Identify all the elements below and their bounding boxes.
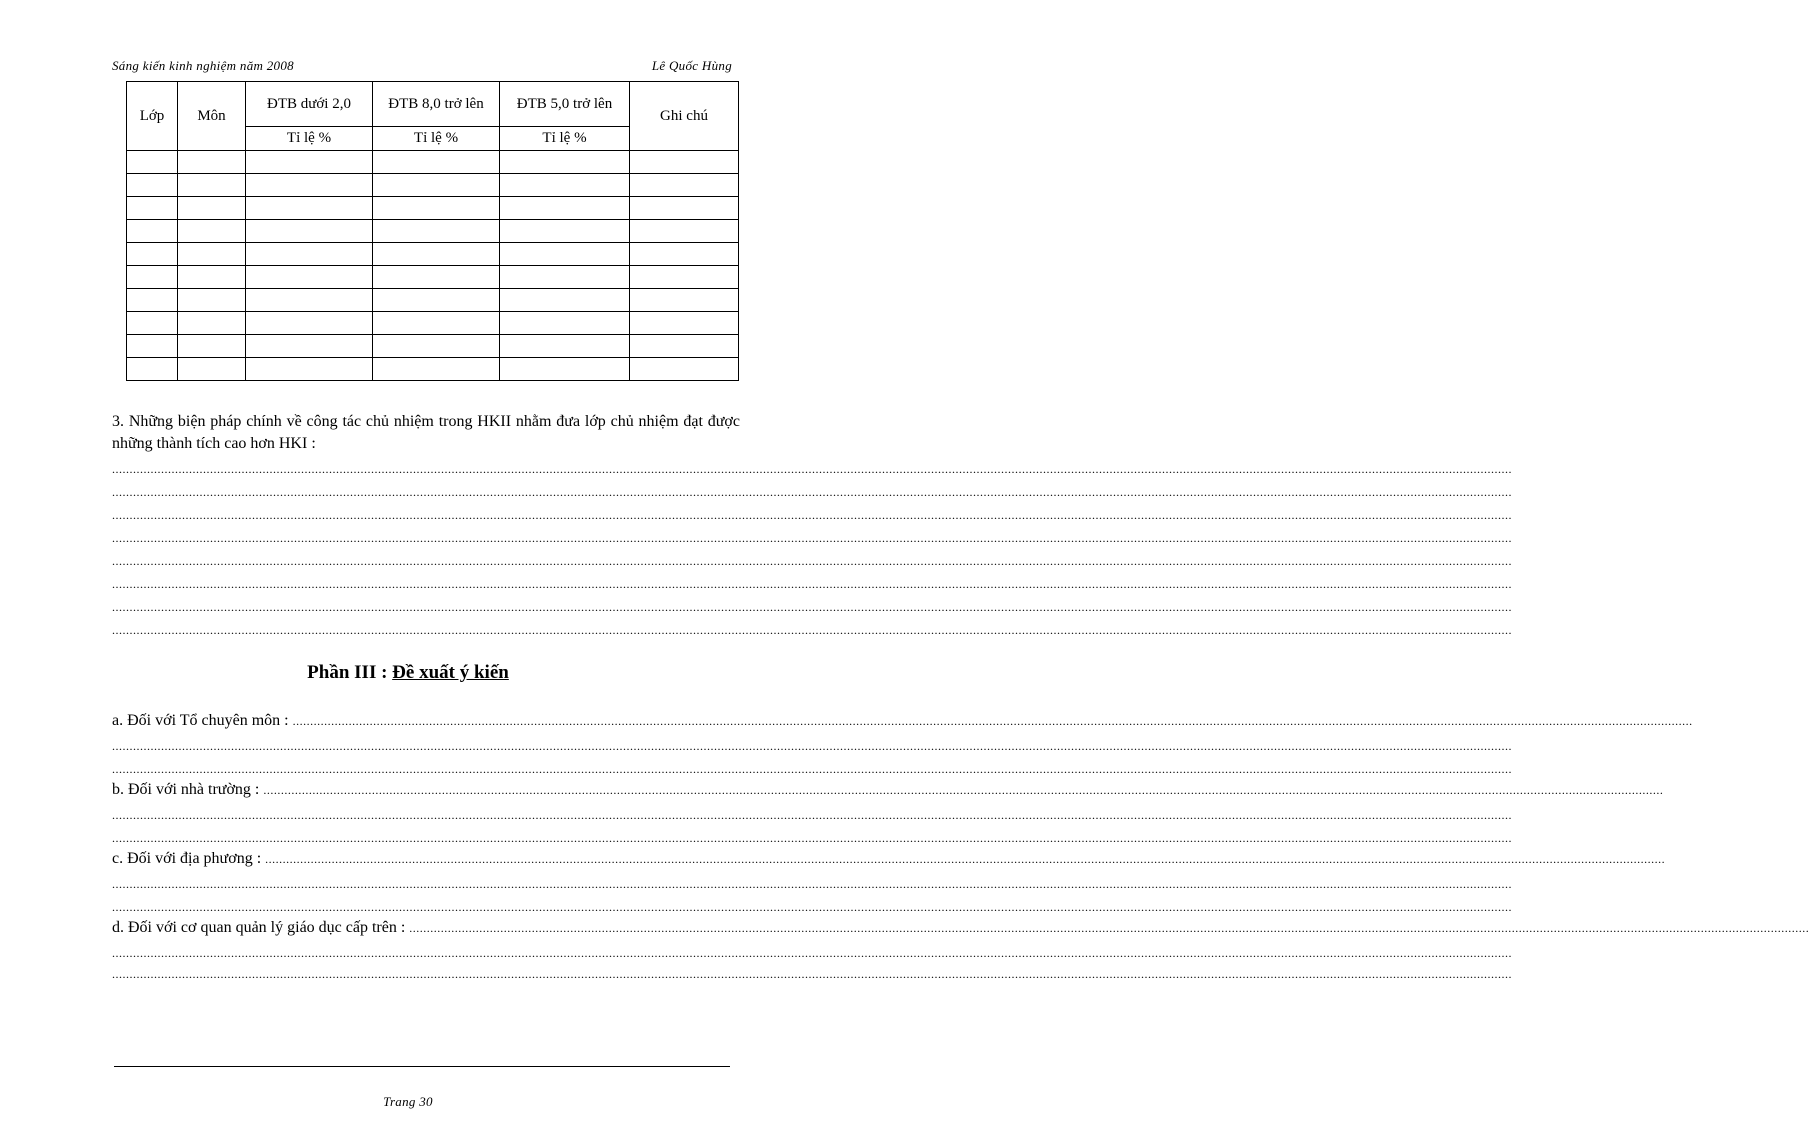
answer-line: ................................................................................................................................................................................................................................................................................................................................................................................................................ — [112, 762, 1512, 776]
table-cell — [373, 174, 500, 197]
table-cell — [246, 266, 373, 289]
answer-line: ................................................................................................................................................................................................................................................................................................................................................................................................................ — [112, 531, 1512, 545]
table-row — [127, 243, 739, 266]
table-cell — [373, 197, 500, 220]
table-row — [127, 220, 739, 243]
part-3-title-prefix: Phần III : — [307, 662, 393, 683]
table-row — [127, 174, 739, 197]
table-cell — [246, 174, 373, 197]
table-row — [127, 266, 739, 289]
col-dtb-5-tro-len: ĐTB 5,0 trở lên — [500, 82, 630, 127]
table-cell — [246, 312, 373, 335]
col-ghi-chu: Ghi chú — [630, 82, 739, 151]
table-cell — [127, 289, 178, 312]
table-cell — [630, 266, 739, 289]
table-cell — [373, 266, 500, 289]
answer-line: ................................................................................................................................................................................................................................................................................................................................................................................................................ — [112, 831, 1512, 845]
table-row — [127, 335, 739, 358]
item-a-label: a. Đối với Tổ chuyên môn : — [112, 712, 293, 729]
table-cell — [373, 358, 500, 381]
table-cell — [246, 335, 373, 358]
answer-line: ................................................................................................................................................................................................................................................................................................................................................................................................................ — [112, 900, 1512, 914]
table-cell — [178, 151, 246, 174]
table-cell — [630, 220, 739, 243]
item-b-label: b. Đối với nhà trường : — [112, 781, 264, 798]
table-cell — [500, 358, 630, 381]
item-a — [112, 711, 1693, 731]
table-cell — [178, 243, 246, 266]
table-cell — [178, 197, 246, 220]
table-cell — [127, 266, 178, 289]
table-cell — [500, 151, 630, 174]
table-cell — [500, 197, 630, 220]
table-cell — [630, 358, 739, 381]
answer-line: ................................................................................................................................................................................................................................................................................................................................................................................................................ — [112, 577, 1512, 591]
table-row — [127, 358, 739, 381]
table-cell — [630, 312, 739, 335]
answer-line: ................................................................................................................................................................................................................................................................................................................................................................................................................ — [112, 462, 1512, 476]
table-row — [127, 312, 739, 335]
item-d-label: d. Đối với cơ quan quản lý giáo dục cấp trên : — [112, 919, 410, 936]
table-cell — [178, 266, 246, 289]
col-lop: Lớp — [127, 82, 178, 151]
item-b — [112, 780, 1664, 800]
table-cell — [500, 289, 630, 312]
section-3-text: 3. Những biện pháp chính về công tác chủ nhiệm trong HKII nhằm đưa lớp chủ nhiệm đạt được những thành tích cao hơn HKI : — [112, 413, 740, 452]
answer-line: ................................................................................................................................................................................................................................................................................................................................................................................................................ — [112, 808, 1512, 822]
col-mon: Môn — [178, 82, 246, 151]
item-d — [112, 918, 1809, 938]
table-cell — [178, 174, 246, 197]
table-row — [127, 151, 739, 174]
table-cell — [178, 289, 246, 312]
page-number: Trang 30 — [383, 1094, 433, 1109]
table-cell — [178, 335, 246, 358]
table-cell — [500, 174, 630, 197]
table-row — [127, 197, 739, 220]
header-right: Lê Quốc Hùng — [651, 58, 732, 73]
table-cell — [178, 358, 246, 381]
answer-line: ................................................................................................................................................................................................................................................................................................................................................................................................................ — [112, 877, 1512, 891]
table-cell — [630, 174, 739, 197]
table-cell — [127, 312, 178, 335]
sub-ti-le-1: Tỉ lệ % — [246, 127, 373, 151]
table-cell — [178, 312, 246, 335]
table-cell — [127, 151, 178, 174]
table-cell — [246, 243, 373, 266]
table-cell — [500, 335, 630, 358]
answer-line: ................................................................................................................................................................................................................................................................................................................................................................................................................ — [112, 946, 1512, 960]
part-3-title — [0, 662, 816, 684]
sub-ti-le-3: Tỉ lệ % — [500, 127, 630, 151]
table-cell — [246, 151, 373, 174]
table-cell — [178, 220, 246, 243]
table-cell — [373, 220, 500, 243]
table-cell — [373, 151, 500, 174]
table-cell — [127, 243, 178, 266]
table-cell — [246, 197, 373, 220]
item-d-dots: ................................................................................................................................................................................................................................................................................................................................................................................................................ — [409, 921, 1809, 935]
results-table — [126, 81, 739, 381]
table-body — [127, 151, 739, 381]
item-c — [112, 849, 1666, 869]
table-cell — [127, 358, 178, 381]
answer-line: ................................................................................................................................................................................................................................................................................................................................................................................................................ — [112, 739, 1512, 753]
answer-line: ................................................................................................................................................................................................................................................................................................................................................................................................................ — [112, 485, 1512, 499]
sub-ti-le-2: Tỉ lệ % — [373, 127, 500, 151]
table-cell — [630, 197, 739, 220]
table-row — [127, 289, 739, 312]
table-cell — [373, 289, 500, 312]
table-cell — [246, 220, 373, 243]
answer-line: ................................................................................................................................................................................................................................................................................................................................................................................................................ — [112, 623, 1512, 637]
item-b-dots: ................................................................................................................................................................................................................................................................................................................................................................................................................ — [263, 783, 1664, 797]
table-cell — [500, 312, 630, 335]
header-left: Sáng kiến kinh nghiệm năm 2008 — [112, 58, 294, 73]
table-cell — [630, 151, 739, 174]
table-cell — [630, 289, 739, 312]
table-cell — [630, 335, 739, 358]
table-cell — [127, 197, 178, 220]
col-dtb-8-tro-len: ĐTB 8,0 trở lên — [373, 82, 500, 127]
footer-rule — [114, 1066, 730, 1067]
table-cell — [246, 289, 373, 312]
answer-line: ................................................................................................................................................................................................................................................................................................................................................................................................................ — [112, 554, 1512, 568]
table-cell — [500, 266, 630, 289]
table-cell — [127, 220, 178, 243]
table-cell — [127, 174, 178, 197]
table-cell — [373, 335, 500, 358]
item-c-dots: ................................................................................................................................................................................................................................................................................................................................................................................................................ — [265, 852, 1666, 866]
table-cell — [500, 243, 630, 266]
part-3-title-underlined: Đề xuất ý kiến — [392, 662, 509, 683]
answer-line: ................................................................................................................................................................................................................................................................................................................................................................................................................ — [112, 508, 1512, 522]
table-cell — [630, 243, 739, 266]
table-cell — [373, 312, 500, 335]
answer-line: ................................................................................................................................................................................................................................................................................................................................................................................................................ — [112, 600, 1512, 614]
table-cell — [127, 335, 178, 358]
item-a-dots: ................................................................................................................................................................................................................................................................................................................................................................................................................ — [292, 714, 1693, 728]
table-cell — [500, 220, 630, 243]
col-dtb-duoi-2: ĐTB dưới 2,0 — [246, 82, 373, 127]
table-cell — [373, 243, 500, 266]
answer-line: ................................................................................................................................................................................................................................................................................................................................................................................................................ — [112, 967, 1512, 981]
item-c-label: c. Đối với địa phương : — [112, 850, 266, 867]
table-cell — [246, 358, 373, 381]
